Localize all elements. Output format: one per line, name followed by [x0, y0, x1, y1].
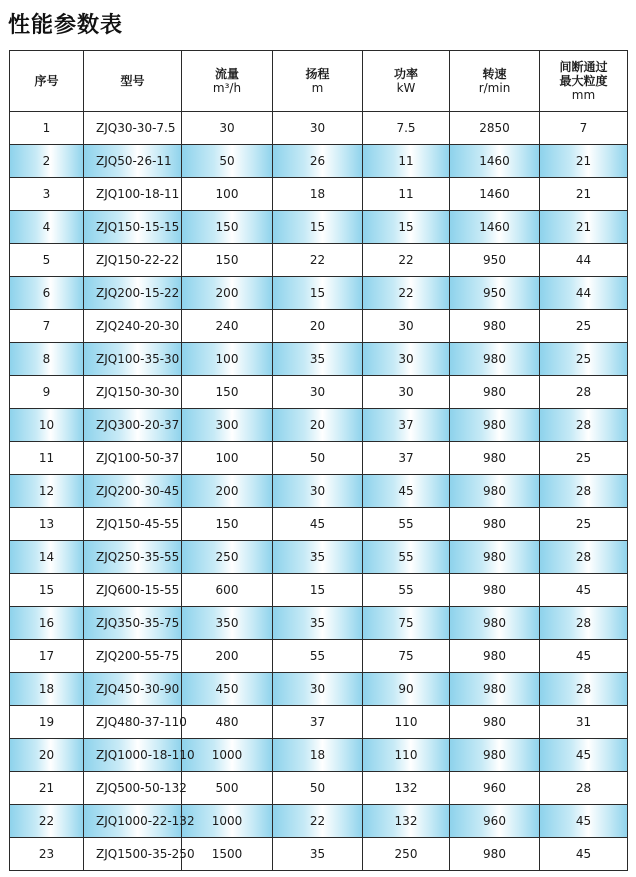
cell-flow: 30 — [182, 112, 273, 145]
cell-speed: 980 — [450, 574, 540, 607]
cell-no: 16 — [10, 607, 84, 640]
cell-particle: 28 — [540, 607, 628, 640]
cell-power: 55 — [363, 574, 450, 607]
table-row — [10, 112, 628, 145]
cell-particle: 44 — [540, 277, 628, 310]
cell-head: 15 — [273, 277, 363, 310]
cell-model: ZJQ100-18-11 — [84, 178, 182, 211]
cell-power: 75 — [363, 640, 450, 673]
cell-model: ZJQ150-45-55 — [84, 508, 182, 541]
header-speed — [450, 51, 540, 112]
cell-power: 11 — [363, 178, 450, 211]
header-power-unit: kW — [396, 81, 416, 95]
table-row — [10, 805, 628, 838]
table-row — [10, 706, 628, 739]
cell-particle: 28 — [540, 673, 628, 706]
cell-power: 11 — [363, 145, 450, 178]
table-row — [10, 574, 628, 607]
cell-head: 55 — [273, 640, 363, 673]
cell-head: 30 — [273, 376, 363, 409]
cell-power: 75 — [363, 607, 450, 640]
cell-particle: 28 — [540, 772, 628, 805]
header-speed-unit: r/min — [478, 81, 511, 95]
cell-speed: 980 — [450, 376, 540, 409]
cell-no: 17 — [10, 640, 84, 673]
cell-flow: 200 — [182, 277, 273, 310]
cell-power: 132 — [363, 805, 450, 838]
cell-model: ZJQ100-50-37 — [84, 442, 182, 475]
table-row — [10, 739, 628, 772]
header-head-unit: m — [311, 81, 324, 95]
cell-no: 13 — [10, 508, 84, 541]
table-row — [10, 541, 628, 574]
cell-speed: 1460 — [450, 178, 540, 211]
table-row — [10, 277, 628, 310]
table-row — [10, 409, 628, 442]
cell-head: 15 — [273, 211, 363, 244]
cell-model: ZJQ1500-35-250 — [84, 838, 182, 871]
table-row — [10, 145, 628, 178]
cell-speed: 950 — [450, 244, 540, 277]
cell-speed: 980 — [450, 475, 540, 508]
cell-head: 15 — [273, 574, 363, 607]
cell-particle: 44 — [540, 244, 628, 277]
table-header — [10, 51, 628, 112]
cell-head: 20 — [273, 310, 363, 343]
cell-power: 110 — [363, 739, 450, 772]
cell-particle: 21 — [540, 211, 628, 244]
cell-model: ZJQ1000-18-110 — [84, 739, 182, 772]
cell-particle: 45 — [540, 640, 628, 673]
cell-particle: 28 — [540, 541, 628, 574]
cell-head: 50 — [273, 772, 363, 805]
cell-flow: 1000 — [182, 739, 273, 772]
table-row — [10, 376, 628, 409]
cell-flow: 1000 — [182, 805, 273, 838]
header-particle-line1: 间断通过 — [559, 60, 608, 74]
cell-no: 8 — [10, 343, 84, 376]
cell-particle: 45 — [540, 838, 628, 871]
table-row — [10, 343, 628, 376]
page-title: 性能参数表 — [8, 13, 124, 38]
cell-head: 35 — [273, 607, 363, 640]
header-particle — [540, 51, 628, 112]
cell-particle: 7 — [540, 112, 628, 145]
cell-model: ZJQ30-30-7.5 — [84, 112, 182, 145]
cell-speed: 2850 — [450, 112, 540, 145]
cell-flow: 150 — [182, 508, 273, 541]
cell-speed: 980 — [450, 508, 540, 541]
cell-head: 20 — [273, 409, 363, 442]
cell-speed: 1460 — [450, 145, 540, 178]
cell-particle: 45 — [540, 805, 628, 838]
cell-model: ZJQ50-26-11 — [84, 145, 182, 178]
table-row — [10, 838, 628, 871]
table-row — [10, 607, 628, 640]
cell-particle: 45 — [540, 739, 628, 772]
cell-flow: 600 — [182, 574, 273, 607]
cell-head: 35 — [273, 838, 363, 871]
cell-particle: 25 — [540, 343, 628, 376]
cell-head: 22 — [273, 805, 363, 838]
cell-flow: 240 — [182, 310, 273, 343]
header-model-label: 型号 — [120, 74, 145, 88]
cell-model: ZJQ500-50-132 — [84, 772, 182, 805]
header-power — [363, 51, 450, 112]
cell-no: 18 — [10, 673, 84, 706]
cell-model: ZJQ150-30-30 — [84, 376, 182, 409]
cell-flow: 250 — [182, 541, 273, 574]
cell-no: 6 — [10, 277, 84, 310]
cell-power: 55 — [363, 541, 450, 574]
cell-power: 90 — [363, 673, 450, 706]
cell-power: 22 — [363, 277, 450, 310]
cell-model: ZJQ200-15-22 — [84, 277, 182, 310]
header-particle-line2: 最大粒度 — [559, 74, 608, 88]
cell-no: 20 — [10, 739, 84, 772]
cell-model: ZJQ300-20-37 — [84, 409, 182, 442]
cell-particle: 25 — [540, 442, 628, 475]
cell-model: ZJQ1000-22-132 — [84, 805, 182, 838]
cell-speed: 980 — [450, 673, 540, 706]
cell-no: 5 — [10, 244, 84, 277]
cell-no: 15 — [10, 574, 84, 607]
header-speed-label: 转速 — [482, 67, 507, 81]
cell-head: 30 — [273, 475, 363, 508]
table-row — [10, 508, 628, 541]
cell-head: 22 — [273, 244, 363, 277]
table-row — [10, 772, 628, 805]
cell-flow: 350 — [182, 607, 273, 640]
cell-particle: 31 — [540, 706, 628, 739]
cell-speed: 980 — [450, 343, 540, 376]
header-model — [84, 51, 182, 112]
cell-model: ZJQ150-15-15 — [84, 211, 182, 244]
cell-head: 30 — [273, 673, 363, 706]
cell-no: 3 — [10, 178, 84, 211]
cell-model: ZJQ450-30-90 — [84, 673, 182, 706]
cell-model: ZJQ600-15-55 — [84, 574, 182, 607]
cell-speed: 980 — [450, 640, 540, 673]
cell-flow: 100 — [182, 442, 273, 475]
cell-power: 37 — [363, 409, 450, 442]
cell-no: 4 — [10, 211, 84, 244]
table-row — [10, 178, 628, 211]
cell-flow: 200 — [182, 475, 273, 508]
cell-power: 55 — [363, 508, 450, 541]
header-particle-unit: mm — [571, 88, 596, 102]
cell-particle: 25 — [540, 508, 628, 541]
cell-no: 22 — [10, 805, 84, 838]
header-flow — [182, 51, 273, 112]
cell-flow: 480 — [182, 706, 273, 739]
cell-particle: 45 — [540, 574, 628, 607]
cell-power: 7.5 — [363, 112, 450, 145]
cell-power: 110 — [363, 706, 450, 739]
cell-no: 10 — [10, 409, 84, 442]
cell-particle: 25 — [540, 310, 628, 343]
cell-particle: 21 — [540, 178, 628, 211]
table-body — [10, 112, 628, 871]
header-flow-label: 流量 — [214, 67, 239, 81]
header-no — [10, 51, 84, 112]
cell-model: ZJQ480-37-110 — [84, 706, 182, 739]
cell-flow: 200 — [182, 640, 273, 673]
cell-model: ZJQ250-35-55 — [84, 541, 182, 574]
cell-speed: 980 — [450, 739, 540, 772]
cell-flow: 300 — [182, 409, 273, 442]
header-head — [273, 51, 363, 112]
cell-head: 37 — [273, 706, 363, 739]
cell-no: 7 — [10, 310, 84, 343]
table-row — [10, 244, 628, 277]
performance-table — [9, 50, 628, 871]
table-row — [10, 673, 628, 706]
cell-no: 14 — [10, 541, 84, 574]
cell-head: 26 — [273, 145, 363, 178]
table-row — [10, 475, 628, 508]
cell-speed: 980 — [450, 541, 540, 574]
cell-power: 15 — [363, 211, 450, 244]
cell-head: 35 — [273, 343, 363, 376]
header-power-label: 功率 — [393, 67, 418, 81]
cell-speed: 980 — [450, 607, 540, 640]
cell-particle: 28 — [540, 409, 628, 442]
cell-speed: 980 — [450, 442, 540, 475]
cell-power: 37 — [363, 442, 450, 475]
cell-model: ZJQ200-55-75 — [84, 640, 182, 673]
cell-model: ZJQ200-30-45 — [84, 475, 182, 508]
cell-power: 250 — [363, 838, 450, 871]
cell-head: 45 — [273, 508, 363, 541]
cell-flow: 150 — [182, 211, 273, 244]
cell-flow: 150 — [182, 376, 273, 409]
cell-head: 30 — [273, 112, 363, 145]
cell-model: ZJQ350-35-75 — [84, 607, 182, 640]
cell-power: 30 — [363, 376, 450, 409]
cell-power: 132 — [363, 772, 450, 805]
cell-model: ZJQ100-35-30 — [84, 343, 182, 376]
cell-no: 19 — [10, 706, 84, 739]
cell-speed: 960 — [450, 805, 540, 838]
cell-speed: 1460 — [450, 211, 540, 244]
cell-speed: 980 — [450, 409, 540, 442]
cell-head: 35 — [273, 541, 363, 574]
cell-no: 2 — [10, 145, 84, 178]
header-head-label: 扬程 — [305, 67, 330, 81]
cell-model: ZJQ150-22-22 — [84, 244, 182, 277]
header-flow-unit: m³/h — [212, 81, 242, 95]
cell-power: 30 — [363, 310, 450, 343]
cell-speed: 980 — [450, 838, 540, 871]
cell-model: ZJQ240-20-30 — [84, 310, 182, 343]
cell-head: 18 — [273, 178, 363, 211]
cell-head: 50 — [273, 442, 363, 475]
cell-no: 12 — [10, 475, 84, 508]
table-row — [10, 640, 628, 673]
cell-speed: 960 — [450, 772, 540, 805]
cell-power: 30 — [363, 343, 450, 376]
cell-flow: 1500 — [182, 838, 273, 871]
cell-particle: 28 — [540, 475, 628, 508]
cell-power: 22 — [363, 244, 450, 277]
cell-flow: 100 — [182, 343, 273, 376]
cell-head: 18 — [273, 739, 363, 772]
cell-no: 9 — [10, 376, 84, 409]
table-row — [10, 310, 628, 343]
cell-particle: 28 — [540, 376, 628, 409]
cell-no: 21 — [10, 772, 84, 805]
cell-flow: 150 — [182, 244, 273, 277]
cell-power: 45 — [363, 475, 450, 508]
header-no-label: 序号 — [34, 74, 59, 88]
cell-speed: 950 — [450, 277, 540, 310]
cell-speed: 980 — [450, 706, 540, 739]
cell-flow: 450 — [182, 673, 273, 706]
table-row — [10, 442, 628, 475]
cell-speed: 980 — [450, 310, 540, 343]
cell-no: 1 — [10, 112, 84, 145]
cell-no: 23 — [10, 838, 84, 871]
cell-particle: 21 — [540, 145, 628, 178]
cell-flow: 100 — [182, 178, 273, 211]
cell-flow: 500 — [182, 772, 273, 805]
cell-no: 11 — [10, 442, 84, 475]
table-row — [10, 211, 628, 244]
cell-flow: 50 — [182, 145, 273, 178]
